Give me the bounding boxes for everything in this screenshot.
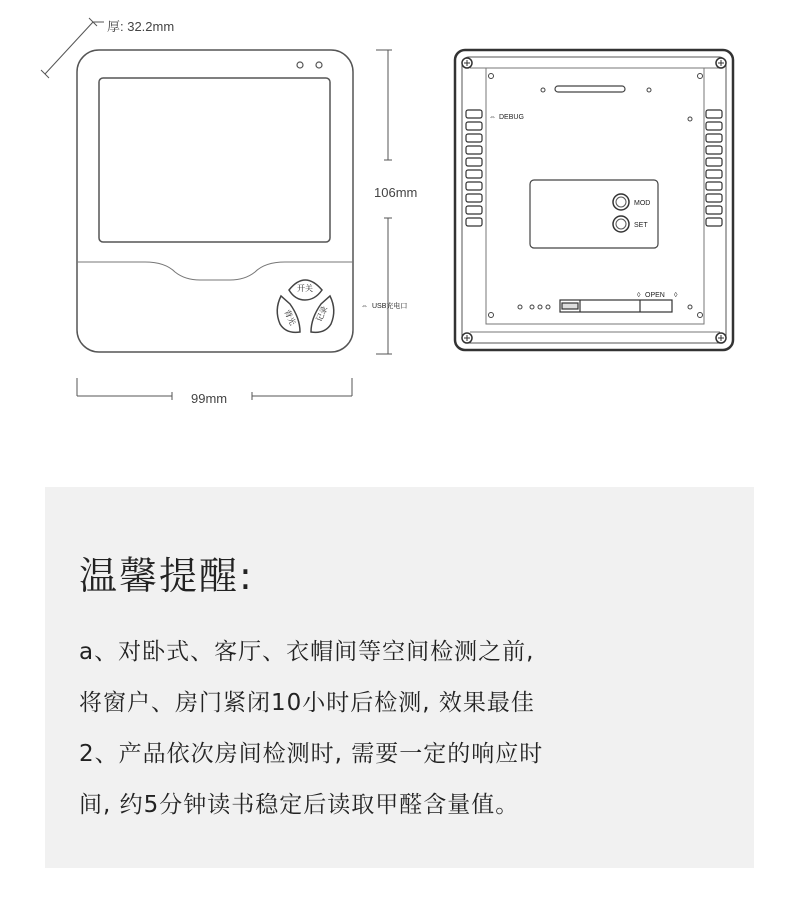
open-arrow-icon: ◊	[637, 292, 641, 299]
open-arrow-icon: ◊	[674, 292, 678, 299]
battery-slot	[560, 300, 672, 312]
control-panel	[530, 180, 658, 248]
set-label: SET	[634, 222, 648, 229]
tips-line: 将窗户、房门紧闭10小时后检测, 效果最佳	[79, 690, 535, 716]
mod-button[interactable]	[613, 194, 629, 210]
usb-callout	[361, 301, 407, 310]
tips-panel	[45, 487, 754, 868]
usb-arrow-icon: ⇔	[361, 303, 368, 310]
open-label: OPEN	[645, 292, 665, 299]
tips-line: 间, 约5分钟读书稳定后读取甲醛含量值。	[79, 792, 520, 818]
debug-label: DEBUG	[499, 114, 524, 121]
screw-icon	[462, 58, 472, 68]
height-label: 106mm	[374, 185, 418, 200]
back-view	[455, 50, 733, 350]
tips-line: 2、产品依次房间检测时, 需要一定的响应时	[79, 741, 544, 767]
width-dimension	[77, 378, 352, 406]
screw-icon	[716, 333, 726, 343]
display-screen	[99, 78, 330, 242]
tips-line: a、对卧式、客厅、衣帽间等空间检测之前,	[79, 639, 535, 665]
tips-title: 温馨提醒:	[79, 554, 254, 598]
tips-body	[79, 627, 739, 831]
width-label: 99mm	[191, 391, 228, 406]
thickness-label: 厚: 32.2mm	[107, 19, 175, 34]
usb-port-label: USB充电口	[372, 303, 408, 310]
record-button-label: 记录	[314, 304, 330, 324]
debug-arrow-icon: ⇔	[489, 114, 496, 121]
screw-icon	[462, 333, 472, 343]
power-button-label: 开关	[297, 284, 313, 293]
front-view	[77, 50, 353, 352]
backlight-button-label: 背光	[282, 308, 298, 327]
mod-label: MOD	[634, 200, 651, 207]
screw-icon	[716, 58, 726, 68]
set-button[interactable]	[613, 216, 629, 232]
